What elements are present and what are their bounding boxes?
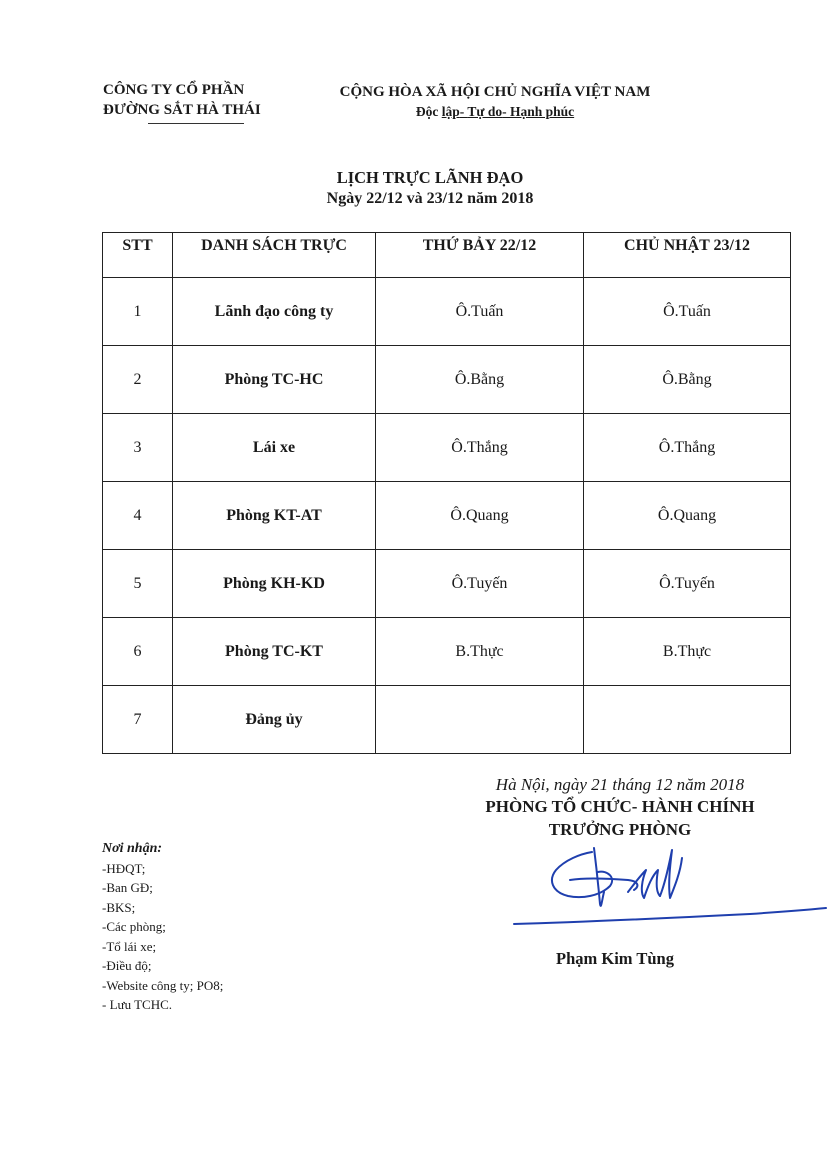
signature-icon [510, 840, 827, 935]
list-item: -Ban GĐ; [102, 880, 153, 895]
department-cell: Đảng ủy [173, 686, 376, 754]
document-subtitle: Ngày 22/12 và 23/12 năm 2018 [326, 190, 534, 207]
motto-part: - [459, 104, 468, 119]
row-number: 5 [103, 550, 173, 618]
list-item: -BKS; [102, 899, 136, 915]
motto-part: Hạnh phúc [509, 104, 575, 119]
column-header-sunday: CHỦ NHẬT 23/12 [584, 233, 791, 278]
column-header-saturday: THỨ BẢY 22/12 [376, 233, 584, 278]
sunday-duty-cell: Ô.Thắng [584, 414, 791, 482]
issuing-office: PHÒNG TỔ CHỨC- HÀNH CHÍNH [485, 797, 755, 816]
place-and-date: Hà Nội, ngày 21 tháng 12 năm 2018 [495, 775, 745, 794]
department-cell: Lái xe [173, 414, 376, 482]
company-name-line2: ĐƯỜNG SẮT HÀ THÁI [103, 102, 261, 118]
motto-part: - [502, 104, 510, 119]
table-header-row [103, 233, 791, 278]
list-item: -Tổ lái xe; [102, 938, 157, 954]
department-cell: Phòng KH-KD [173, 550, 376, 618]
saturday-duty-cell: Ô.Bằng [376, 346, 584, 414]
document-title: LỊCH TRỰC LÃNH ĐẠO [336, 168, 524, 187]
column-header-duty-list: DANH SÁCH TRỰC [173, 233, 376, 278]
table-row [103, 278, 791, 346]
recipients-title: Nơi nhận: [102, 841, 163, 856]
list-item: -Điều độ; [102, 958, 152, 973]
saturday-duty-cell: B.Thực [376, 618, 584, 686]
sunday-duty-cell [584, 686, 791, 754]
saturday-duty-cell: Ô.Tuấn [376, 278, 584, 346]
column-header-stt: STT [103, 233, 173, 278]
list-item: - Lưu TCHC. [102, 997, 173, 1012]
list-item: -HĐQT; [102, 860, 146, 876]
national-title: CỘNG HÒA XÃ HỘI CHỦ NGHĨA VIỆT NAM [339, 84, 651, 100]
saturday-duty-cell: Ô.Quang [376, 482, 584, 550]
sunday-duty-cell: Ô.Tuyến [584, 550, 791, 618]
saturday-duty-cell: Ô.Thắng [376, 414, 584, 482]
row-number: 4 [103, 482, 173, 550]
sunday-duty-cell: Ô.Tuấn [584, 278, 791, 346]
list-item: -Các phòng; [102, 919, 166, 934]
department-cell: Phòng TC-HC [173, 346, 376, 414]
department-cell: Lãnh đạo công ty [173, 278, 376, 346]
motto-part: Tự do [467, 104, 503, 119]
row-number: 1 [103, 278, 173, 346]
recipients-list [102, 839, 223, 1015]
row-number: 2 [103, 346, 173, 414]
table-row [103, 414, 791, 482]
row-number: 3 [103, 414, 173, 482]
motto-part: Độc [415, 104, 442, 119]
row-number: 7 [103, 686, 173, 754]
duty-schedule-table [102, 232, 791, 754]
sunday-duty-cell: Ô.Bằng [584, 346, 791, 414]
sunday-duty-cell: B.Thực [584, 618, 791, 686]
table-row [103, 618, 791, 686]
sunday-duty-cell: Ô.Quang [584, 482, 791, 550]
department-cell: Phòng TC-KT [173, 618, 376, 686]
row-number: 6 [103, 618, 173, 686]
saturday-duty-cell: Ô.Tuyến [376, 550, 584, 618]
table-row [103, 550, 791, 618]
signer-position: TRƯỞNG PHÒNG [548, 820, 692, 839]
department-cell: Phòng KT-AT [173, 482, 376, 550]
company-name [103, 80, 261, 120]
saturday-duty-cell [376, 686, 584, 754]
table-row [103, 482, 791, 550]
table-row [103, 686, 791, 754]
company-underline [148, 123, 244, 124]
national-motto [310, 102, 680, 122]
company-name-line1: CÔNG TY CỔ PHẦN [103, 82, 245, 98]
motto-part: lập [441, 104, 460, 119]
signer-name: Phạm Kim Tùng [556, 949, 674, 968]
list-item: -Website công ty; PO8; [102, 977, 224, 993]
table-row [103, 346, 791, 414]
